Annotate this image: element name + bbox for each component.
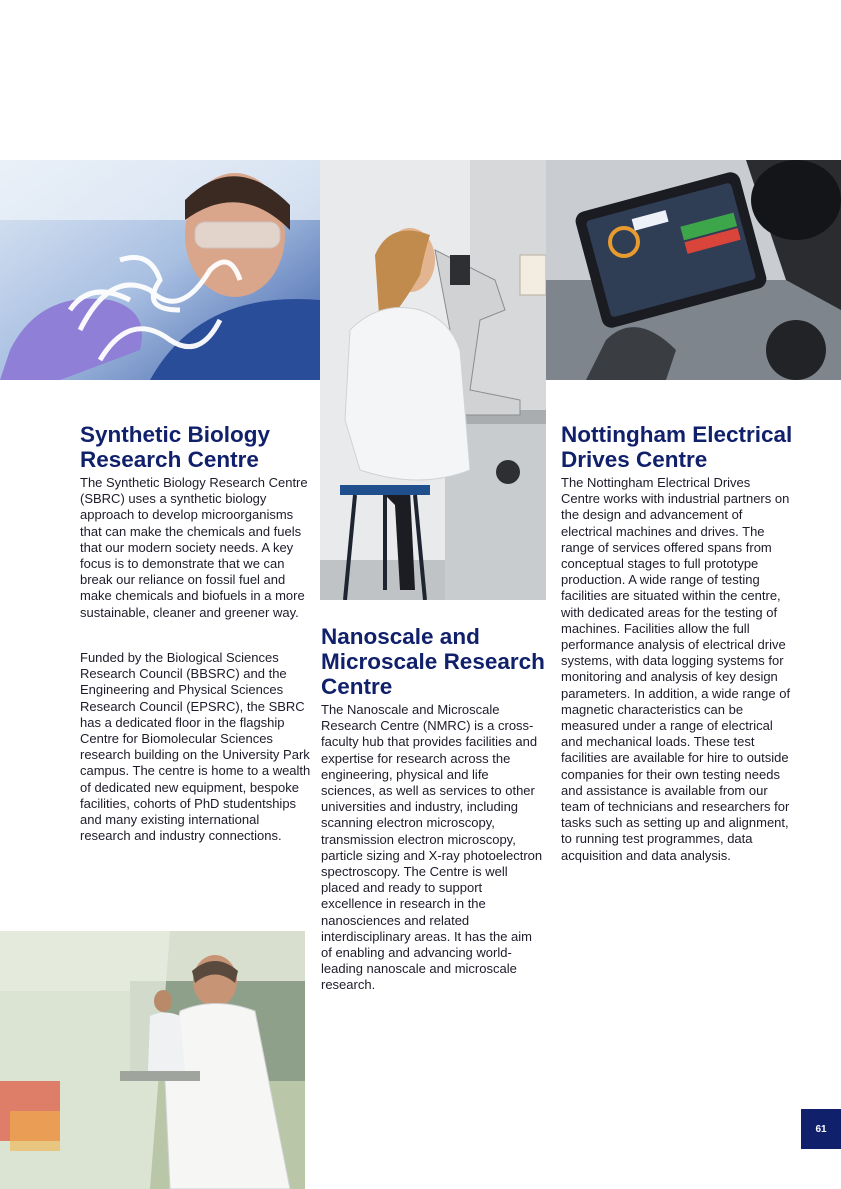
nedc-heading: Nottingham Electrical Drives Centre [561,422,793,472]
sbrc-paragraph-2: Funded by the Biological Sciences Research Council (BBSRC) and the Engineering and Physical Sciences Research Council (EPSRC), the SBRC has a dedicated floor in the flagship Centre for Biomolecular Sciences research building on the University Park campus. The centre is home to a wealth of dedicated new equipment, bespoke facilities, cohorts of PhD studentships and many existing international research and industry connections. [80,650,311,844]
photo-microscope-researcher [320,160,546,600]
nedc-paragraph-1: The Nottingham Electrical Drives Centre works with industrial partners on the design and advancement of electrical machines and drives. The range of services offered spans from conceptual stages to full prototype production. A wide range of testing facilities are situated within the centre, with dedicated areas for the testing of machines. Facilities allow the full performance analysis of electrical drive systems, with data logging systems for monitoring and analysis of key design parameters. In addition, a wide range of magnetic characteristics can be measured under a range of electrical and mechanical loads. These test facilities are available for hire to outside companies for their own testing needs and assistance is available from our team of technicians and researchers for tasks such as setting up and alignment, to running test programmes, data acquisition and data analysis. [561,475,791,863]
photo-lab-fume-hood [0,931,305,1189]
photo-protein-model [0,160,320,380]
nmrc-heading: Nanoscale and Microscale Research Centre [321,624,545,699]
nmrc-paragraph-1: The Nanoscale and Microscale Research Centre (NMRC) is a cross-faculty hub that provides facilities and expertise for research across the engineering, physical and life sciences, as well as services to other universities and industry, including scanning electron microscopy, transmission electron microscopy, particle sizing and X-ray photoelectron spectroscopy. The Centre is well placed and ready to support excellence in research in the nanosciences and related interdisciplinary areas. It has the aim of enabling and advancing world-leading nanoscale and microscale research. [321,702,543,993]
sbrc-paragraph-1: The Synthetic Biology Research Centre (SBRC) uses a synthetic biology approach to develop microorganisms that can make the chemicals and fuels that our modern society needs. A key focus is to demonstrate that we can break our reliance on fossil fuel and make chemicals and biofuels in a more sustainable, cleaner and greener way. [80,475,308,620]
sbrc-heading: Synthetic Biology Research Centre [80,422,271,472]
page-number-badge: 61 [801,1109,841,1149]
photo-drives-dashboard [546,160,841,380]
